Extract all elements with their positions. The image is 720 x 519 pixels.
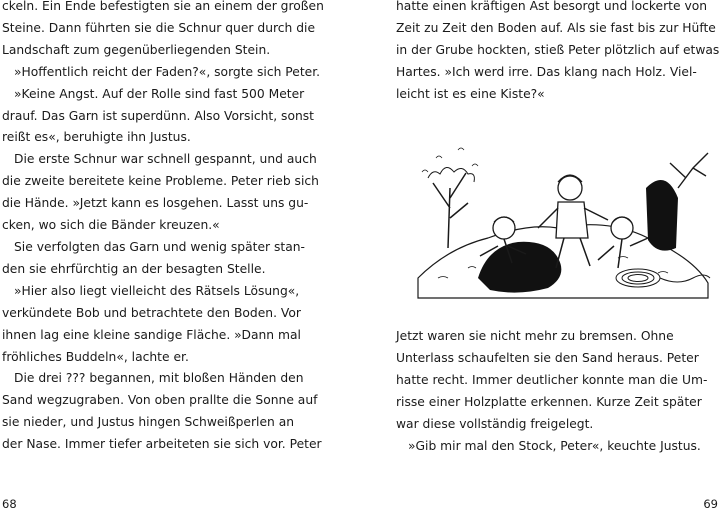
- text-line: die Hände. »Jetzt kann es losgehen. Lasst uns gu-: [2, 196, 309, 211]
- text-line: war diese vollständig freigelegt.: [396, 416, 594, 431]
- text-line: Sie verfolgten das Garn und wenig später stan-: [14, 239, 305, 254]
- digging-illustration: [408, 128, 716, 318]
- text-line: drauf. Das Garn ist superdünn. Also Vorsicht, sonst: [2, 108, 315, 123]
- page-number-left: 68: [2, 497, 17, 511]
- text-line: »Keine Angst. Auf der Rolle sind fast 500 Meter: [14, 86, 305, 101]
- text-line: Die drei ??? begannen, mit bloßen Händen den: [14, 371, 304, 386]
- text-line: Steine. Dann führten sie die Schnur quer durch die: [2, 20, 316, 35]
- left-page-text: [2, 0, 324, 456]
- text-line: reißt es«, beruhigte ihn Justus.: [2, 130, 191, 145]
- text-line: hatte einen kräftigen Ast besorgt und lockerte von: [396, 0, 708, 13]
- text-line: Zeit zu Zeit den Boden auf. Als sie fast bis zur Hüfte: [396, 20, 716, 35]
- page-number-right: 69: [703, 497, 718, 511]
- text-line: cken, wo sich die Bänder kreuzen.«: [2, 218, 220, 233]
- text-line: »Gib mir mal den Stock, Peter«, keuchte Justus.: [408, 438, 701, 453]
- text-line: risse einer Holzplatte erkennen. Kurze Zeit später: [396, 394, 702, 409]
- text-line: Die erste Schnur war schnell gespannt, und auch: [14, 152, 317, 167]
- text-line: »Hoffentlich reicht der Faden?«, sorgte sich Peter.: [14, 64, 321, 79]
- text-line: Unterlass schaufelten sie den Sand heraus. Peter: [396, 350, 699, 365]
- text-line: fröhliches Buddeln«, lachte er.: [2, 349, 189, 364]
- text-line: Hartes. »Ich werd irre. Das klang nach Holz. Viel-: [396, 64, 697, 79]
- text-line: Jetzt waren sie nicht mehr zu bremsen. Ohne: [396, 329, 674, 343]
- text-line: leicht ist es eine Kiste?«: [396, 86, 545, 101]
- text-line: Sand wegzugraben. Von oben prallte die Sonne auf: [2, 393, 318, 408]
- right-page-text-bottom: [396, 326, 720, 457]
- text-line: den sie ehrfürchtig an der besagten Stelle.: [2, 261, 266, 276]
- text-line: die zweite bereitete keine Probleme. Peter rieb sich: [2, 174, 319, 189]
- text-line: verkündete Bob und betrachtete den Boden. Vor: [2, 305, 301, 320]
- text-line: ckeln. Ein Ende befestigten sie an einem der großen: [2, 0, 324, 13]
- text-line: sie nieder, und Justus hingen Schweißperlen an: [2, 415, 295, 430]
- text-line: ihnen lag eine kleine sandige Fläche. »Dann mal: [2, 327, 301, 342]
- text-line: Landschaft zum gegenüberliegenden Stein.: [2, 42, 271, 57]
- text-line: der Nase. Immer tiefer arbeiteten sie sich vor. Peter: [2, 437, 322, 452]
- text-line: hatte recht. Immer deutlicher konnte man die Um-: [396, 372, 708, 387]
- text-line: in der Grube hockten, stieß Peter plötzlich auf etwas: [396, 42, 720, 57]
- right-page-text-top: [396, 0, 720, 106]
- text-line: »Hier also liegt vielleicht des Rätsels Lösung«,: [14, 283, 300, 298]
